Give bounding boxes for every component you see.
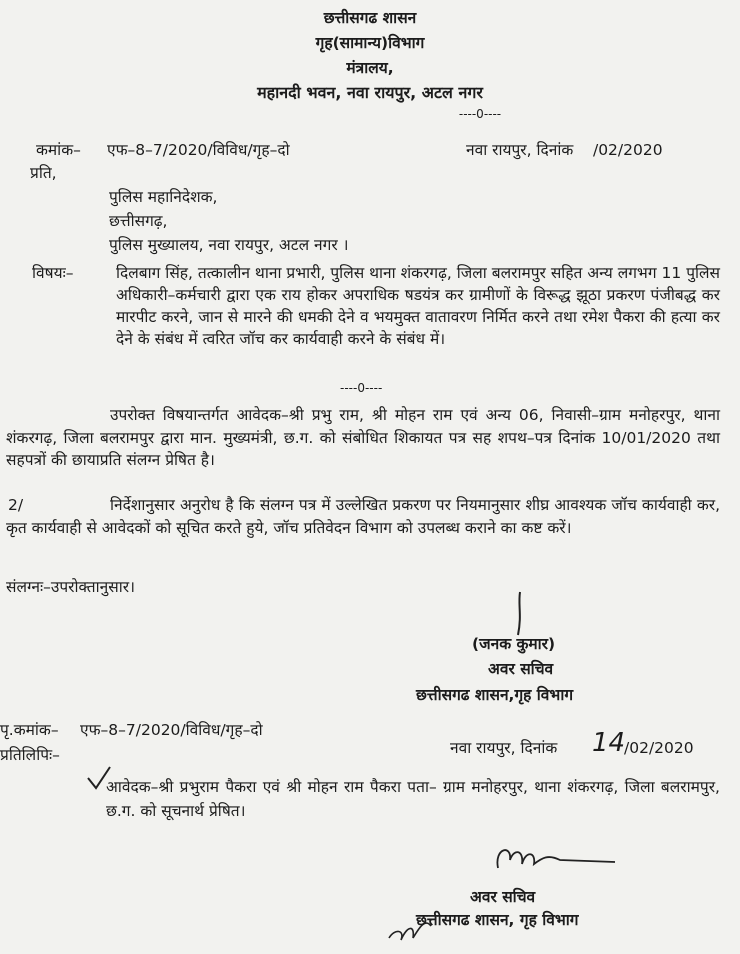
- header-separator: ----0----: [458, 107, 502, 121]
- paragraph-1: उपरोक्त विषयान्तर्गत आवेदक–श्री प्रभु राम, श्री मोहन राम एवं अन्य 06, निवासी–ग्राम मनोहरपुर, थाना शंकरगढ़, जिला बलरामपुर द्वारा मान. मुख्यमंत्री, छ.ग. को संबोधित शिकायत पत्र सह शपथ–पत्र दिनांक 10/01/2020 तथा सहपत्रों की छायाप्रति संलग्न प्रेषित है।: [6, 406, 720, 469]
- signatory-department: छत्तीसगढ शासन,गृह विभाग: [416, 686, 574, 704]
- signatory-designation: अवर सचिव: [488, 660, 554, 678]
- letter-date: नवा रायपुर, दिनांक /02/2020: [466, 141, 663, 159]
- copy-text: आवेदक–श्री प्रभुराम पैकरा एवं श्री मोहन राम पैकरा पता– ग्राम मनोहरपुर, थाना शंकरगढ़, जिला बलरामपुर, छ.ग. को सूचनार्थ प्रेषित।: [106, 778, 720, 820]
- ref-number: एफ–8–7/2020/विविध/गृह–दो: [107, 141, 290, 159]
- endorsement-handwritten-day: 14: [592, 728, 626, 758]
- endorsement-date-suffix: /02/2020: [624, 739, 694, 757]
- paragraph-2-number: 2/: [8, 496, 24, 514]
- addressee-line-3: पुलिस मुख्यालय, नवा रायपुर, अटल नगर ।: [109, 236, 349, 254]
- ref-label: कमांक–: [36, 141, 81, 159]
- endorsement-ref-number: एफ–8–7/2020/विविध/गृह–दो: [80, 721, 263, 739]
- endorsement-ref-label: पृ.कमांक–: [0, 721, 59, 739]
- signature-stroke: [500, 590, 540, 640]
- copy-label: प्रतिलिपिः–: [0, 746, 60, 764]
- handwritten-signature: [490, 838, 620, 878]
- addressee-line-2: छत्तीसगढ़,: [109, 212, 168, 230]
- addressee-line-1: पुलिस महानिदेशक,: [109, 188, 218, 206]
- endorsement-signatory-designation: अवर सचिव: [470, 888, 536, 906]
- paragraph-2: निर्देशानुसार अनुरोध है कि संलग्न पत्र में उल्लेखित प्रकरण पर नियमानुसार शीघ्र आवश्यक जॉच कार्यवाही कर, कृत कार्यवाही से आवेदकों को सूचित करते हुये, जॉच प्रतिवेदन विभाग को उपलब्ध कराने का कष्ट करें।: [6, 496, 720, 537]
- signatory-name: (जनक कुमार): [472, 635, 556, 653]
- endorsement-signatory-department: छत्तीसगढ शासन, गृह विभाग: [416, 911, 579, 929]
- subject-label: विषयः–: [32, 264, 74, 282]
- to-label: प्रति,: [30, 164, 57, 182]
- header-address: महानदी भवन, नवा रायपुर, अटल नगर: [257, 83, 483, 102]
- subject-text: दिलबाग सिंह, तत्कालीन थाना प्रभारी, पुलिस थाना शंकरगढ़, जिला बलरामपुर सहित अन्य लगभग 11 पुलिस अधिकारी–कर्मचारी द्वारा एक राय होकर अपराधिक षडयंत्र कर ग्रामीणों के विरूद्ध झूठा प्रकरण पंजीबद्ध कर मारपीट करने, जान से मारने की धमकी देने व भयमुक्त वातावरण निर्मित करने तथा रमेश पैकरा की हत्या कर देने के संबंध में त्वरित जॉच कर कार्यवाही करने के संबंध में।: [116, 264, 720, 348]
- enclosure-note: संलग्नः–उपरोक्तानुसार।: [6, 578, 135, 596]
- header-government: छत्तीसगढ शासन: [323, 9, 417, 27]
- header-ministry: मंत्रालय,: [346, 59, 394, 77]
- header-department: गृह(सामान्य)विभाग: [315, 34, 425, 52]
- endorsement-date-prefix: नवा रायपुर, दिनांक: [450, 739, 558, 757]
- subject-separator: ----0----: [340, 381, 383, 395]
